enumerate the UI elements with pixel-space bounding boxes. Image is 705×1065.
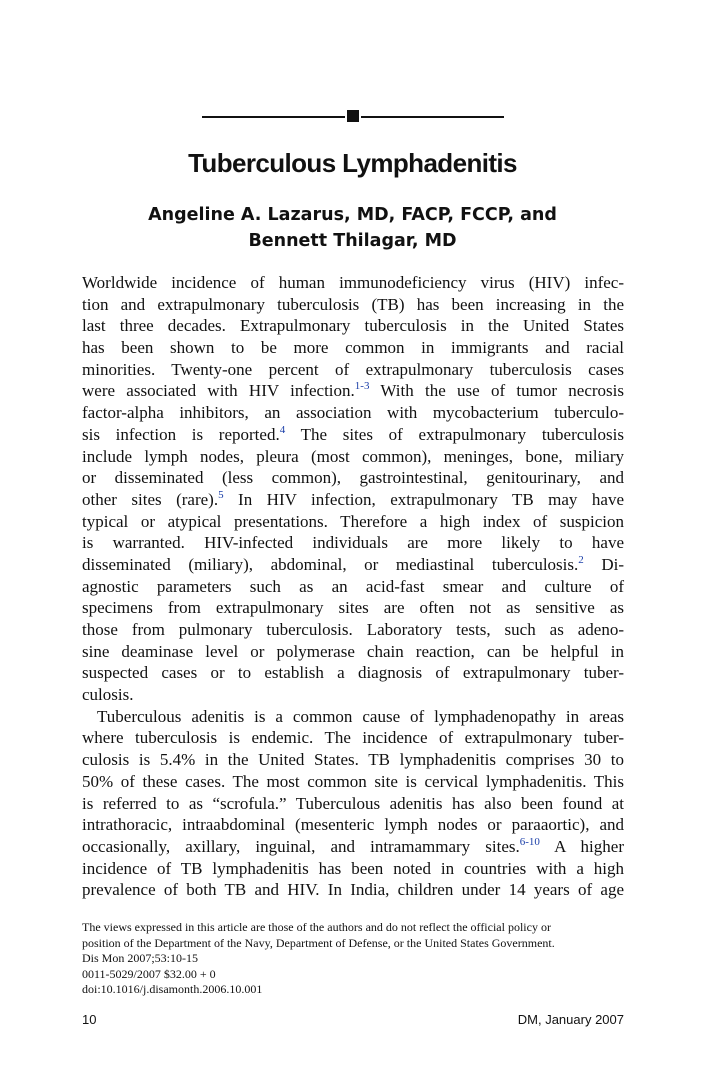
text-line: sine deaminase level or polymerase chain reaction, can be helpful in xyxy=(82,641,624,661)
article-body xyxy=(82,272,624,901)
authors-line-1: Angeline A. Lazarus, MD, FACP, FCCP, and xyxy=(148,205,557,225)
text-line: Tuberculous adenitis is a common cause of lymphadenopathy in areas xyxy=(97,706,624,726)
author-list xyxy=(0,202,705,254)
text-segment: With the use of tumor necrosis xyxy=(380,381,624,401)
journal-date: DM, January 2007 xyxy=(517,1012,624,1027)
reference-link[interactable]: 5 xyxy=(218,488,224,501)
text-line: is warranted. HIV-infected individuals are more likely to have xyxy=(82,533,624,553)
text-line: specimens from extrapulmonary sites are often not as sensitive as xyxy=(82,598,624,618)
ornament-rule-left xyxy=(202,116,345,118)
text-segment: In HIV infection, extrapulmonary TB may have xyxy=(238,489,624,509)
reference-link[interactable]: 6-10 xyxy=(519,835,540,848)
text-line: typical or atypical presentations. Therefore a high index of suspicion xyxy=(82,511,624,531)
text-line xyxy=(82,554,624,576)
text-segment: disseminated (miliary), abdominal, or mediastinal tuberculosis. xyxy=(82,554,579,574)
page-number: 10 xyxy=(82,1012,97,1027)
text-line xyxy=(82,424,624,446)
reference-link[interactable]: 1-3 xyxy=(354,380,370,393)
text-line: has been shown to be more common in immigrants and racial xyxy=(82,338,624,358)
reference-link[interactable]: 2 xyxy=(578,553,584,566)
text-segment: sis infection is reported. xyxy=(82,424,280,444)
disclaimer-line-2: position of the Department of the Navy, Department of Defense, or the United States Government. xyxy=(82,935,555,950)
ornament-rule-right xyxy=(361,116,504,118)
disclaimer-line-1: The views expressed in this article are those of the authors and do not reflect the official policy or xyxy=(82,920,551,934)
text-line: tion and extrapulmonary tuberculosis (TB) has been increasing in the xyxy=(82,294,624,314)
text-line: intrathoracic, intraabdominal (mesenteric lymph nodes or paraaortic), and xyxy=(82,815,624,835)
text-line: agnostic parameters such as an acid-fast smear and culture of xyxy=(82,576,624,596)
text-line: prevalence of both TB and HIV. In India, children under 14 years of age xyxy=(82,880,624,900)
reference-link[interactable]: 4 xyxy=(279,423,286,436)
text-line: last three decades. Extrapulmonary tuberculosis in the United States xyxy=(82,316,624,336)
ornament-square xyxy=(347,110,359,122)
text-segment: other sites (rare). xyxy=(82,489,219,509)
text-line: Worldwide incidence of human immunodeficiency virus (HIV) infec- xyxy=(82,273,624,292)
text-line: suspected cases or to establish a diagnosis of extrapulmonary tuber- xyxy=(82,663,624,683)
text-line: culosis is 5.4% in the United States. TB lymphadenitis comprises 30 to xyxy=(82,750,624,770)
text-segment: A higher xyxy=(554,836,624,856)
title-ornament xyxy=(202,108,504,124)
text-segment: The sites of extrapulmonary tuberculosis xyxy=(300,424,624,444)
text-segment: were associated with HIV infection. xyxy=(82,381,355,401)
text-line: is referred to as “scrofula.” Tuberculous adenitis has also been found at xyxy=(82,793,624,813)
text-line: those from pulmonary tuberculosis. Laboratory tests, such as adeno- xyxy=(82,620,624,639)
text-line: culosis. xyxy=(82,685,134,705)
text-segment: occasionally, axillary, inguinal, and intramammary sites. xyxy=(82,836,520,856)
authors-line-2: Bennett Thilagar, MD xyxy=(248,231,457,251)
doi: doi:10.1016/j.disamonth.2006.10.001 xyxy=(82,982,263,997)
article-title: Tuberculous Lymphadenitis xyxy=(188,148,517,178)
text-line: incidence of TB lymphadenitis has been noted in countries with a high xyxy=(82,858,624,878)
article-footnote xyxy=(82,920,624,998)
text-segment: Di- xyxy=(601,554,625,574)
text-line xyxy=(82,836,624,858)
text-line xyxy=(82,489,624,511)
text-line: factor-alpha inhibitors, an association with mycobacterium tuberculo- xyxy=(82,403,624,423)
text-line xyxy=(82,380,624,402)
text-line: 50% of these cases. The most common site is cervical lymphadenitis. This xyxy=(82,771,624,791)
price-code: 0011-5029/2007 $32.00 + 0 xyxy=(82,966,216,981)
citation: Dis Mon 2007;53:10-15 xyxy=(82,951,199,966)
text-line: include lymph nodes, pleura (most common), meninges, bone, miliary xyxy=(82,446,624,466)
page-footer xyxy=(82,1012,624,1030)
text-line: where tuberculosis is endemic. The incidence of extrapulmonary tuber- xyxy=(82,728,624,748)
text-line: or disseminated (less common), gastrointestinal, genitourinary, and xyxy=(82,468,624,488)
text-line: minorities. Twenty-one percent of extrapulmonary tuberculosis cases xyxy=(82,359,624,379)
